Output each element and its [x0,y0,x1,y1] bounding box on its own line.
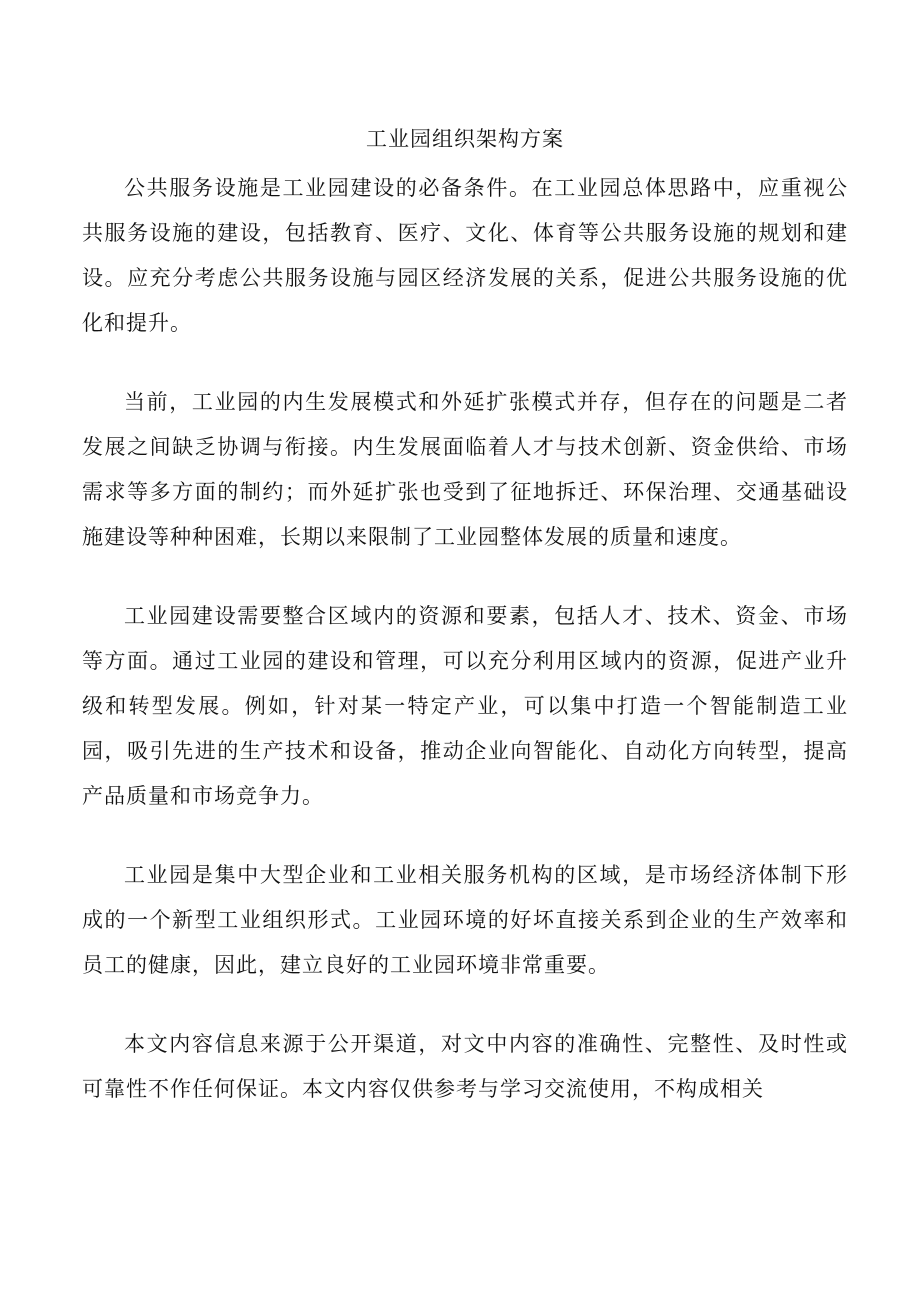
paragraph-resource-integration: 工业园建设需要整合区域内的资源和要素，包括人才、技术、资金、市场等方面。通过工业园的建设和管理，可以充分利用区域内的资源，促进产业升级和转型发展。例如，针对某一特定产业，可以集中打造一个智能制造工业园，吸引先进的生产技术和设备，推动企业向智能化、自动化方向转型，提高产品质量和市场竞争力。 [82,604,848,808]
paragraph-public-services: 公共服务设施是工业园建设的必备条件。在工业园总体思路中，应重视公共服务设施的建设，包括教育、医疗、文化、体育等公共服务设施的规划和建设。应充分考虑公共服务设施与园区经济发展的关系，促进公共服务设施的优化和提升。 [82,176,848,335]
paragraph-disclaimer: 本文内容信息来源于公开渠道，对文中内容的准确性、完整性、及时性或可靠性不作任何保证。本文内容仅供参考与学习交流使用，不构成相关 [82,1032,848,1101]
document-title: 工业园组织架构方案 [366,127,564,151]
document-page [82,118,848,1112]
paragraph-park-environment: 工业园是集中大型企业和工业相关服务机构的区域，是市场经济体制下形成的一个新型工业组织形式。工业园环境的好坏直接关系到企业的生产效率和员工的健康，因此，建立良好的工业园环境非常重要。 [82,863,848,977]
paragraph-development-modes: 当前，工业园的内生发展模式和外延扩张模式并存，但存在的问题是二者发展之间缺乏协调与衔接。内生发展面临着人才与技术创新、资金供给、市场需求等多方面的制约；而外延扩张也受到了征地拆迁、环保治理、交通基础设施建设等种种困难，长期以来限制了工业园整体发展的质量和速度。 [82,390,848,549]
